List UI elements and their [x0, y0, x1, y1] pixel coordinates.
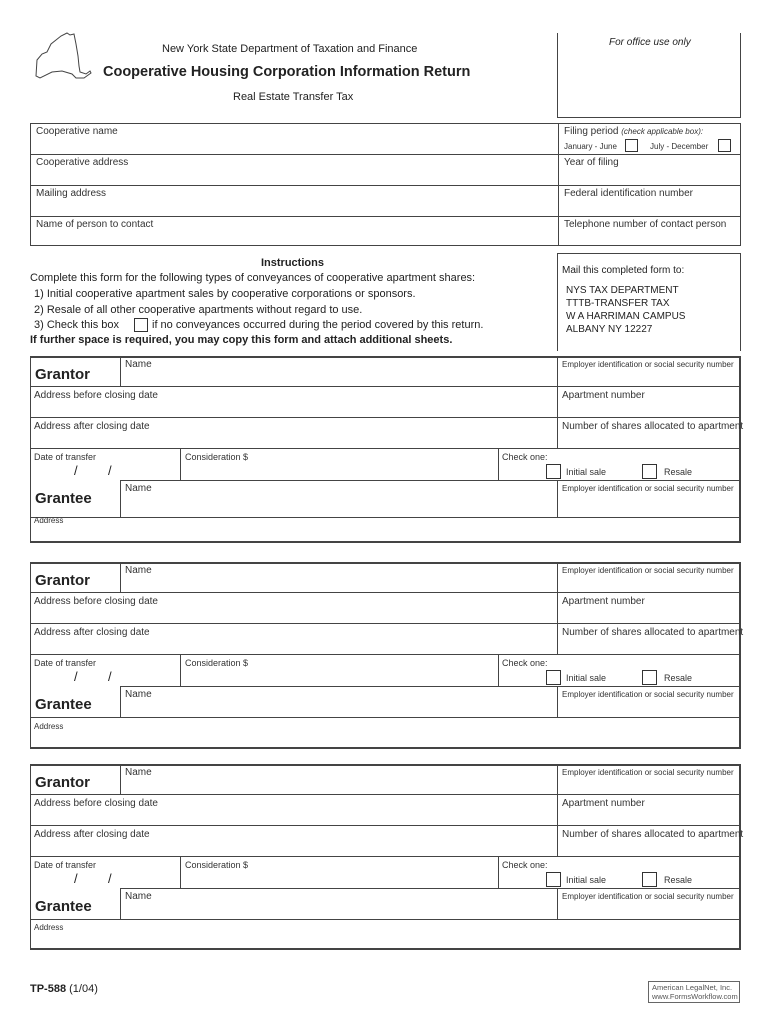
consideration-input[interactable]	[185, 670, 495, 686]
address-before-input[interactable]	[34, 608, 556, 624]
apartment-number-label: Apartment number	[562, 596, 645, 607]
coop-name-input[interactable]	[36, 139, 555, 155]
department-name: New York State Department of Taxation and Finance	[162, 43, 418, 55]
resale-label: Resale	[664, 673, 693, 683]
mailing-address-input[interactable]	[36, 201, 555, 217]
grantee-address-label: Address	[34, 516, 64, 525]
date-of-transfer-label: Date of transfer	[34, 452, 97, 462]
no-conveyances-checkbox[interactable]	[134, 318, 148, 332]
fein-label: Federal identification number	[564, 188, 693, 199]
shares-label: Number of shares allocated to apartment	[562, 421, 744, 432]
resale-label: Resale	[664, 467, 693, 477]
instructions-note: If further space is required, you may copy this form and attach additional sheets.	[30, 334, 453, 346]
instructions-item-3-cont: if no conveyances occurred during the period covered by this return.	[152, 319, 484, 331]
grantor-name-label: Name	[125, 359, 152, 370]
initial-sale-checkbox[interactable]	[546, 670, 561, 685]
coop-address-input[interactable]	[36, 170, 555, 186]
address-before-input[interactable]	[34, 810, 556, 826]
grantor-name-label: Name	[125, 767, 152, 778]
date-separator: /	[74, 669, 78, 684]
address-before-label: Address before closing date	[34, 390, 158, 401]
apartment-number-input[interactable]	[562, 608, 738, 624]
address-before-label: Address before closing date	[34, 596, 158, 607]
grantor-heading: Grantor	[35, 774, 91, 791]
address-after-label: Address after closing date	[34, 829, 150, 840]
mail-line-3: W A HARRIMAN CAMPUS	[566, 311, 686, 322]
grantor-ein-input[interactable]	[562, 577, 738, 593]
consideration-label: Consideration $	[185, 452, 249, 462]
instructions-intro: Complete this form for the following types of conveyances of cooperative apartment shares:	[30, 272, 476, 284]
grantee-heading: Grantee	[35, 696, 92, 713]
office-use-label: For office use only	[609, 37, 691, 48]
consideration-input[interactable]	[185, 464, 495, 480]
mail-line-2: TTTB-TRANSFER TAX	[566, 298, 670, 309]
date-of-transfer-label: Date of transfer	[34, 658, 97, 668]
grantor-name-input[interactable]	[125, 371, 554, 387]
check-one-label: Check one:	[502, 860, 548, 870]
grantee-ein-input[interactable]	[562, 904, 738, 920]
address-after-input[interactable]	[34, 841, 556, 857]
publisher-name: American LegalNet, Inc.	[652, 983, 733, 992]
resale-checkbox[interactable]	[642, 872, 657, 887]
new-york-state-outline-icon	[30, 30, 92, 82]
address-after-input[interactable]	[34, 433, 556, 449]
grantee-address-label: Address	[34, 923, 64, 932]
jan-june-label: January - June	[564, 142, 617, 151]
coop-name-label: Cooperative name	[36, 126, 118, 137]
grantor-ein-label: Employer identification or social security number	[562, 566, 734, 575]
shares-input[interactable]	[562, 433, 738, 449]
year-filing-label: Year of filing	[564, 157, 619, 168]
address-after-label: Address after closing date	[34, 421, 150, 432]
grantee-name-label: Name	[125, 891, 152, 902]
phone-label: Telephone number of contact person	[564, 219, 727, 230]
transfer-block-2	[0, 562, 770, 752]
grantor-ein-input[interactable]	[562, 779, 738, 795]
apartment-number-label: Apartment number	[562, 390, 645, 401]
consideration-label: Consideration $	[185, 860, 249, 870]
grantor-ein-label: Employer identification or social security number	[562, 360, 734, 369]
mail-heading: Mail this completed form to:	[562, 265, 685, 276]
grantee-address-input[interactable]	[80, 929, 734, 945]
date-separator: /	[74, 871, 78, 886]
mailing-address-label: Mailing address	[36, 188, 107, 199]
instructions-item-1: 1) Initial cooperative apartment sales by cooperative corporations or sponsors.	[34, 288, 416, 300]
consideration-label: Consideration $	[185, 658, 249, 668]
address-before-input[interactable]	[34, 402, 556, 418]
contact-name-input[interactable]	[36, 231, 555, 246]
consideration-input[interactable]	[185, 872, 495, 888]
date-separator: /	[74, 463, 78, 478]
transfer-block-3	[0, 764, 770, 954]
resale-checkbox[interactable]	[642, 464, 657, 479]
initial-sale-label: Initial sale	[566, 875, 607, 885]
initial-sale-checkbox[interactable]	[546, 464, 561, 479]
grantor-name-label: Name	[125, 565, 152, 576]
grantee-ein-label: Employer identification or social security number	[562, 690, 734, 699]
instructions-heading: Instructions	[261, 257, 324, 269]
shares-input[interactable]	[562, 841, 738, 857]
grantee-name-input[interactable]	[125, 496, 554, 512]
date-of-transfer-label: Date of transfer	[34, 860, 97, 870]
grantee-heading: Grantee	[35, 898, 92, 915]
grantee-ein-input[interactable]	[562, 702, 738, 718]
publisher-box	[648, 981, 740, 1003]
apartment-number-label: Apartment number	[562, 798, 645, 809]
grantor-heading: Grantor	[35, 572, 91, 589]
address-after-label: Address after closing date	[34, 627, 150, 638]
mail-line-1: NYS TAX DEPARTMENT	[566, 285, 679, 296]
grantee-ein-label: Employer identification or social security number	[562, 484, 734, 493]
date-separator: /	[108, 463, 112, 478]
address-before-label: Address before closing date	[34, 798, 158, 809]
jul-dec-label: July - December	[650, 142, 709, 151]
initial-sale-checkbox[interactable]	[546, 872, 561, 887]
resale-label: Resale	[664, 875, 693, 885]
shares-label: Number of shares allocated to apartment	[562, 627, 744, 638]
check-one-label: Check one:	[502, 452, 548, 462]
year-filing-input[interactable]	[564, 170, 738, 186]
form-subtitle: Real Estate Transfer Tax	[233, 91, 354, 103]
fein-input[interactable]	[564, 201, 738, 217]
shares-input[interactable]	[562, 639, 738, 655]
grantor-ein-input[interactable]	[562, 371, 738, 387]
date-separator: /	[108, 669, 112, 684]
grantee-ein-input[interactable]	[562, 496, 738, 512]
filing-period-label: Filing period (check applicable box):	[564, 126, 704, 137]
contact-name-label: Name of person to contact	[36, 219, 154, 230]
grantee-name-input[interactable]	[125, 904, 554, 920]
phone-input[interactable]	[564, 231, 738, 246]
form-id: TP-588 (1/04)	[30, 983, 98, 995]
mail-line-4: ALBANY NY 12227	[566, 324, 653, 335]
grantee-heading: Grantee	[35, 490, 92, 507]
instructions-item-2: 2) Resale of all other cooperative apartments without regard to use.	[34, 304, 363, 316]
jan-june-checkbox[interactable]	[625, 139, 638, 152]
instructions-item-3: 3) Check this box	[34, 319, 119, 331]
date-separator: /	[108, 871, 112, 886]
resale-checkbox[interactable]	[642, 670, 657, 685]
coop-address-label: Cooperative address	[36, 157, 129, 168]
grantee-address-input[interactable]	[80, 522, 734, 538]
grantee-name-input[interactable]	[125, 702, 554, 718]
grantee-name-label: Name	[125, 689, 152, 700]
grantee-address-input[interactable]	[80, 728, 734, 744]
grantee-address-label: Address	[34, 722, 64, 731]
jul-dec-checkbox[interactable]	[718, 139, 731, 152]
form-title: Cooperative Housing Corporation Information Return	[103, 64, 471, 80]
check-one-label: Check one:	[502, 658, 548, 668]
grantor-name-input[interactable]	[125, 779, 554, 795]
transfer-block-1	[0, 356, 770, 546]
initial-sale-label: Initial sale	[566, 467, 607, 477]
grantor-name-input[interactable]	[125, 577, 554, 593]
apartment-number-input[interactable]	[562, 810, 738, 826]
address-after-input[interactable]	[34, 639, 556, 655]
grantor-ein-label: Employer identification or social security number	[562, 768, 734, 777]
publisher-url: www.FormsWorkflow.com	[652, 992, 738, 1001]
apartment-number-input[interactable]	[562, 402, 738, 418]
grantee-name-label: Name	[125, 483, 152, 494]
initial-sale-label: Initial sale	[566, 673, 607, 683]
grantee-ein-label: Employer identification or social security number	[562, 892, 734, 901]
grantor-heading: Grantor	[35, 366, 91, 383]
shares-label: Number of shares allocated to apartment	[562, 829, 744, 840]
